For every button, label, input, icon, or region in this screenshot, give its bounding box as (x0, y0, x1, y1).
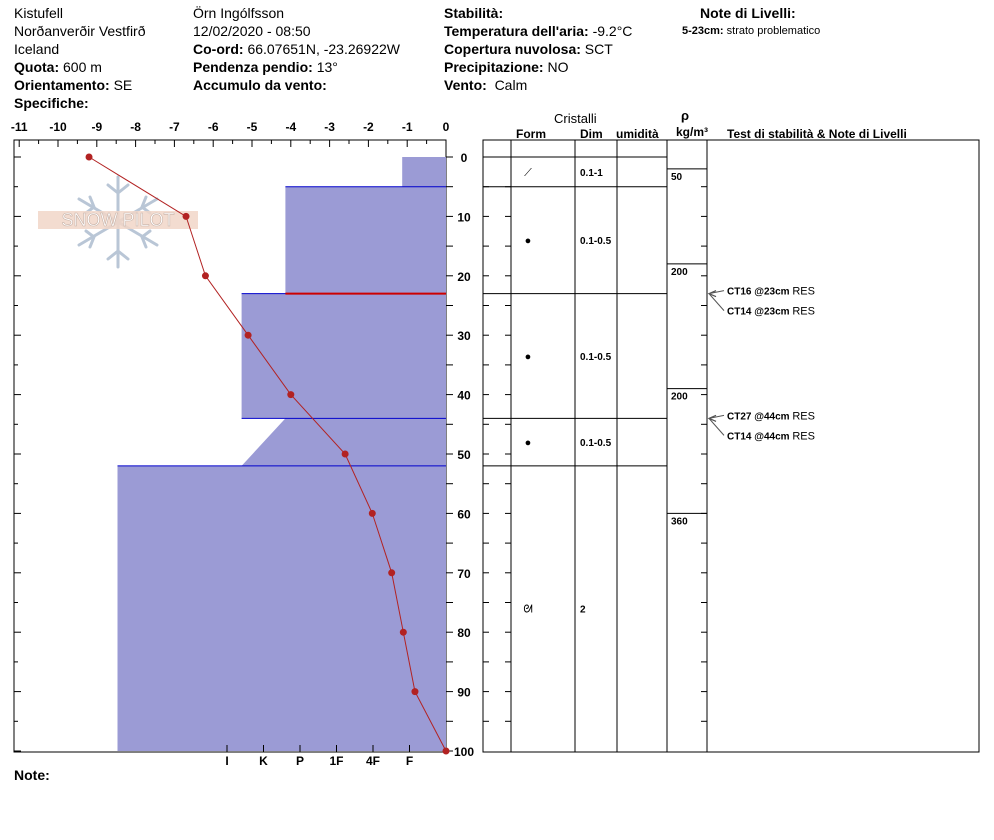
tests-header: Test di stabilità & Note di Livelli (727, 127, 907, 141)
aspect-value: SE (113, 77, 133, 93)
observation-datetime: 12/02/2020 - 08:50 (193, 23, 311, 39)
temperature-point (245, 332, 252, 339)
depth-tick-label: 70 (457, 566, 471, 581)
temperature-point (287, 391, 294, 398)
elevation-label: Quota: (14, 59, 60, 75)
depth-tick-label: 80 (457, 626, 471, 641)
temperature-point (86, 154, 93, 161)
temp-tick-label: -10 (49, 120, 67, 134)
grain-form-symbol: ● (524, 437, 532, 450)
temperature-point (342, 451, 349, 458)
density-value: 200 (671, 266, 688, 278)
temperature-point (369, 510, 376, 517)
precip-value: NO (547, 59, 569, 75)
test-result: RES (792, 285, 815, 298)
stability-test (727, 306, 815, 318)
cloud-value: SCT (584, 41, 613, 57)
density-unit: kg/m³ (676, 125, 709, 139)
form-header: Form (516, 127, 546, 141)
elevation-value: 600 m (63, 59, 102, 75)
temperature-point (411, 688, 418, 695)
coords-label: Co-ord: (193, 41, 244, 57)
hardness-tick-label: 4F (365, 754, 381, 768)
depth-tick-label: 40 (457, 388, 471, 403)
temp-tick-label: -2 (363, 120, 374, 134)
temperature-point (183, 213, 190, 220)
layer-table (483, 140, 707, 752)
grain-form-symbol: ● (524, 235, 532, 248)
density-value: 360 (671, 516, 688, 528)
temp-tick-label: -11 (10, 120, 28, 134)
hardness-tick-label: 1F (329, 754, 344, 768)
temp-tick-label: -4 (285, 120, 297, 134)
depth-tick-label: 10 (457, 210, 471, 225)
slope-label: Pendenza pendio: (193, 59, 313, 75)
stability-test (727, 430, 815, 442)
stability-tests (709, 286, 815, 443)
density-value: 50 (671, 171, 683, 183)
density-value: 200 (671, 391, 688, 403)
observer-name: Örn Ingólfsson (193, 5, 285, 21)
grain-size-label: 2 (580, 604, 586, 616)
arrow-head-icon (709, 415, 716, 421)
wind-loading-label: Accumulo da vento: (193, 77, 327, 93)
layer-note-text: strato problematico (726, 25, 821, 37)
temperature-axis (11, 120, 450, 147)
grain-form-symbol: ● (524, 350, 532, 363)
depth-tick-label: 20 (457, 269, 471, 284)
wind-value: Calm (494, 77, 528, 93)
layer-notes-title: Note di Livelli: (700, 5, 796, 21)
grain-size-label: 0.1-1 (580, 167, 603, 179)
layer-table-frame (483, 140, 979, 752)
test-label: CT27 @44cm (727, 411, 793, 423)
hardness-area (118, 157, 447, 751)
depth-tick-label: 100 (453, 745, 475, 759)
stability-test (727, 410, 815, 422)
grain-form-symbol: ⟋ (524, 166, 532, 179)
depth-tick-label: 30 (457, 329, 471, 344)
stability-test (727, 286, 815, 298)
location-name: Kistufell (14, 5, 64, 21)
temp-tick-label: -8 (130, 120, 141, 134)
temp-tick-label: -7 (169, 120, 180, 134)
test-label: CT14 @44cm (727, 431, 793, 443)
slope-value: 13° (316, 59, 338, 75)
temperature-point (443, 748, 450, 755)
country-name: Iceland (14, 41, 60, 57)
test-label: CT14 @23cm (727, 306, 793, 318)
air-temp-label: Temperatura dell'aria: (444, 23, 589, 39)
coords-value: 66.07651N, -23.26922W (247, 41, 400, 57)
note-label: Note: (14, 767, 50, 783)
region-name: Norðanverðir Vestfirð (14, 23, 146, 39)
aspect-label: Orientamento: (14, 77, 110, 93)
crystals-header: Cristalli (554, 111, 597, 126)
size-header: Dim (580, 127, 603, 141)
grain-size-label: 0.1-0.5 (580, 438, 612, 450)
test-pointer-arrow (709, 294, 724, 311)
test-result: RES (792, 430, 815, 443)
test-result: RES (792, 305, 815, 318)
temp-tick-label: -5 (246, 120, 258, 134)
hardness-tick-label: I (225, 754, 229, 768)
depth-tick-label: 90 (457, 685, 471, 700)
stability-label: Stabilità: (444, 5, 504, 21)
depth-tick-label: 60 (457, 507, 471, 522)
grain-size-label: 0.1-0.5 (580, 236, 612, 248)
test-result: RES (792, 410, 815, 423)
test-pointer-arrow (709, 418, 724, 435)
layer-note-range: 5-23cm: (682, 25, 724, 37)
test-label: CT16 @23cm (727, 286, 793, 298)
grain-size-label: 0.1-0.5 (580, 351, 612, 363)
grain-form-symbol: ᘛ (523, 603, 533, 616)
cloud-label: Copertura nuvolosa: (444, 41, 581, 57)
temperature-point (400, 629, 407, 636)
depth-tick-label: 0 (460, 151, 468, 165)
air-temp-value: -9.2°C (592, 23, 633, 39)
temp-tick-label: -3 (324, 120, 335, 134)
hardness-tick-label: K (259, 754, 268, 768)
depth-tick-label: 50 (457, 448, 471, 462)
hardness-tick-label: P (295, 754, 305, 768)
hardness-tick-label: F (405, 754, 414, 768)
specifics-label: Specifiche: (14, 95, 89, 111)
temperature-point (388, 569, 395, 576)
watermark-text: SNOW PILOT (61, 210, 175, 230)
temp-tick-label: -6 (207, 120, 219, 134)
precip-label: Precipitazione: (444, 59, 544, 75)
moisture-header: umidità (616, 127, 659, 141)
wind-label: Vento: (444, 77, 487, 93)
density-symbol: ρ (681, 108, 690, 123)
temperature-point (202, 272, 209, 279)
hardness-profile (118, 157, 447, 751)
temp-tick-label: -9 (91, 120, 103, 134)
temp-tick-label: 0 (442, 120, 450, 134)
arrow-head-icon (709, 291, 716, 297)
temp-tick-label: -1 (401, 120, 413, 134)
